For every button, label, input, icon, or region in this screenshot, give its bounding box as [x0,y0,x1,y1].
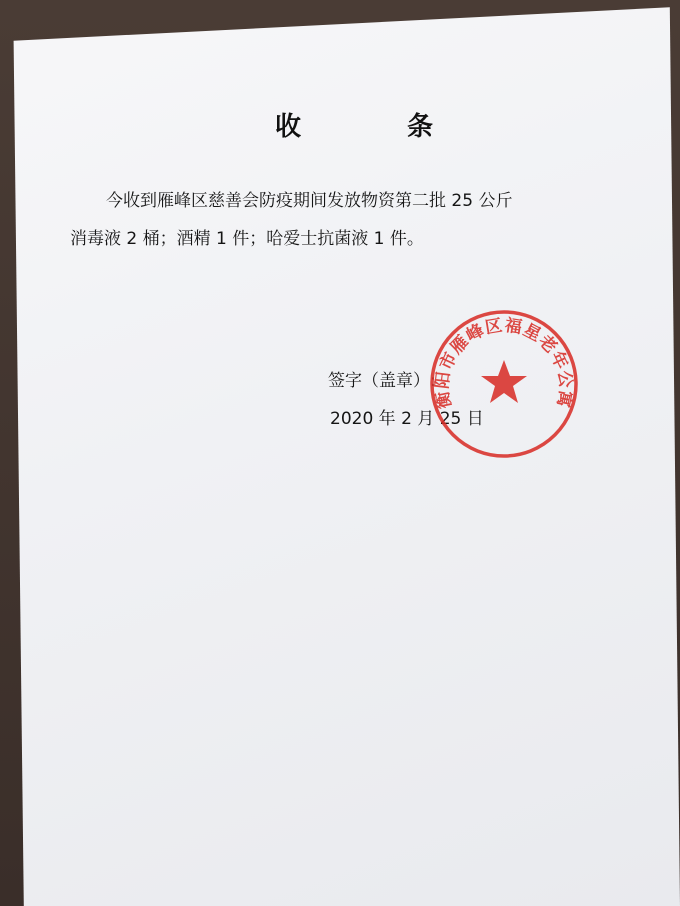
body-line-2: 消毒液 2 桶；酒精 1 件；哈爱士抗菌液 1 件。 [70,229,424,249]
star-icon [481,360,527,403]
body-line-1: 今收到雁峰区慈善会防疫期间发放物资第二批 25 公斤 [106,191,513,211]
seal-text: 衡阳市雁峰区福星老年公寓 [432,315,576,411]
document-title: 收 条 [274,112,473,142]
receipt-body [70,182,610,258]
signature-label: 签字（盖章）: [328,371,436,391]
official-seal [428,308,580,460]
document-date: 2020 年 2 月 25 日 [330,409,484,429]
